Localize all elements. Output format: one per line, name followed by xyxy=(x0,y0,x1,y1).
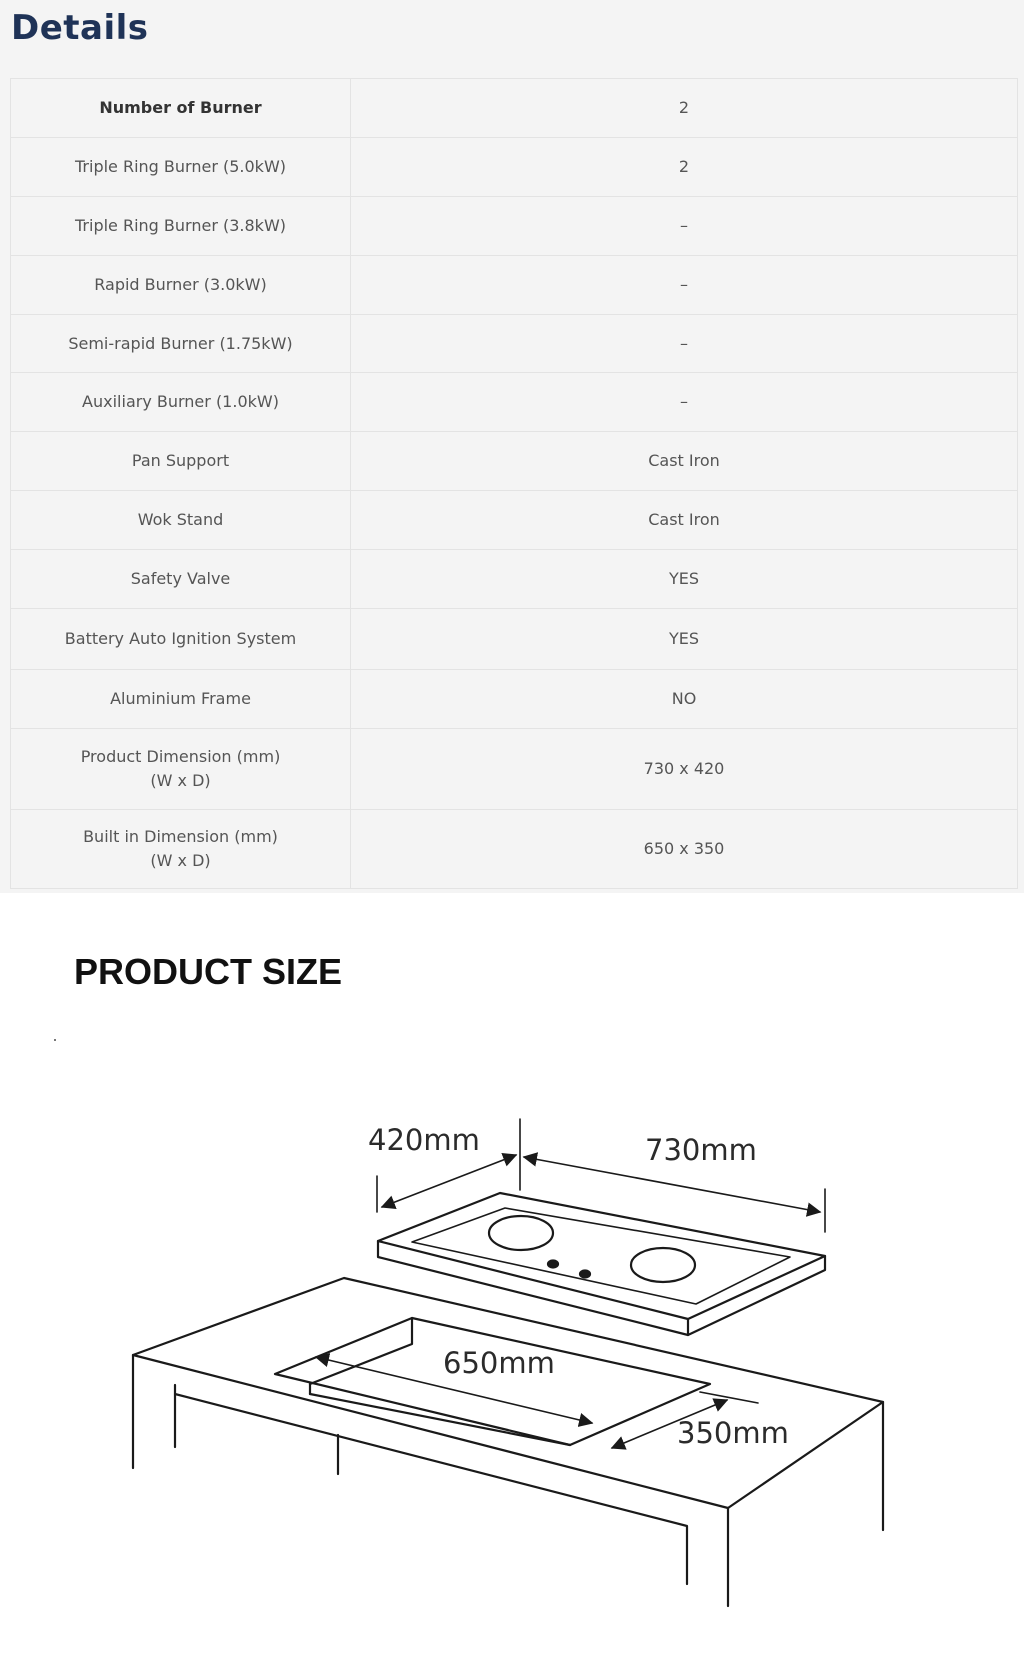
burner-right xyxy=(631,1248,695,1282)
spec-value: – xyxy=(351,197,1018,256)
spec-table xyxy=(10,78,1018,889)
spec-label: Wok Stand xyxy=(11,491,351,550)
spec-label-line1: Built in Dimension (mm) xyxy=(83,827,278,846)
table-row xyxy=(11,609,1018,670)
spec-value: – xyxy=(351,315,1018,373)
table-row xyxy=(11,491,1018,550)
spec-value: 730 x 420 xyxy=(351,729,1018,810)
spec-label: Number of Burner xyxy=(11,79,351,138)
spec-label: Auxiliary Burner (1.0kW) xyxy=(11,373,351,432)
dimension-cutout-width-label: 650mm xyxy=(443,1346,555,1380)
product-size-diagram xyxy=(0,1080,1024,1640)
table-row xyxy=(11,729,1018,810)
table-row xyxy=(11,315,1018,373)
table-row xyxy=(11,138,1018,197)
table-row xyxy=(11,256,1018,315)
spec-label: Safety Valve xyxy=(11,550,351,609)
table-row xyxy=(11,810,1018,889)
knob-left xyxy=(548,1261,558,1268)
table-row xyxy=(11,79,1018,138)
spec-label xyxy=(11,810,351,889)
spec-value: – xyxy=(351,256,1018,315)
stray-dot xyxy=(54,1039,56,1041)
spec-value: YES xyxy=(351,609,1018,670)
spec-label-line2: (W x D) xyxy=(150,851,211,870)
dimension-width-label: 730mm xyxy=(645,1133,757,1167)
product-size-title: PRODUCT SIZE xyxy=(74,951,343,992)
cooktop-outline xyxy=(378,1193,825,1335)
spec-label xyxy=(11,729,351,810)
spec-label-line1: Product Dimension (mm) xyxy=(80,747,281,766)
table-row xyxy=(11,197,1018,256)
knob-right xyxy=(580,1271,590,1278)
dimension-cutout-depth-label: 350mm xyxy=(677,1416,789,1450)
burner-left xyxy=(489,1216,553,1250)
spec-value: Cast Iron xyxy=(351,432,1018,491)
spec-label-line2: (W x D) xyxy=(150,771,211,790)
spec-label: Pan Support xyxy=(11,432,351,491)
spec-value: Cast Iron xyxy=(351,491,1018,550)
spec-label: Aluminium Frame xyxy=(11,670,351,729)
cutout-outline xyxy=(275,1318,710,1445)
spec-label: Triple Ring Burner (5.0kW) xyxy=(11,138,351,197)
spec-label: Battery Auto Ignition System xyxy=(11,609,351,670)
details-title: Details xyxy=(11,8,149,48)
spec-value: – xyxy=(351,373,1018,432)
spec-value: 2 xyxy=(351,138,1018,197)
dimension-depth-label: 420mm xyxy=(368,1123,480,1157)
spec-label: Semi-rapid Burner (1.75kW) xyxy=(11,315,351,373)
spec-value: 2 xyxy=(351,79,1018,138)
spec-value: 650 x 350 xyxy=(351,810,1018,889)
spec-value: NO xyxy=(351,670,1018,729)
spec-value: YES xyxy=(351,550,1018,609)
table-row xyxy=(11,432,1018,491)
spec-label: Triple Ring Burner (3.8kW) xyxy=(11,197,351,256)
table-row xyxy=(11,373,1018,432)
table-row xyxy=(11,550,1018,609)
table-row xyxy=(11,670,1018,729)
spec-label: Rapid Burner (3.0kW) xyxy=(11,256,351,315)
